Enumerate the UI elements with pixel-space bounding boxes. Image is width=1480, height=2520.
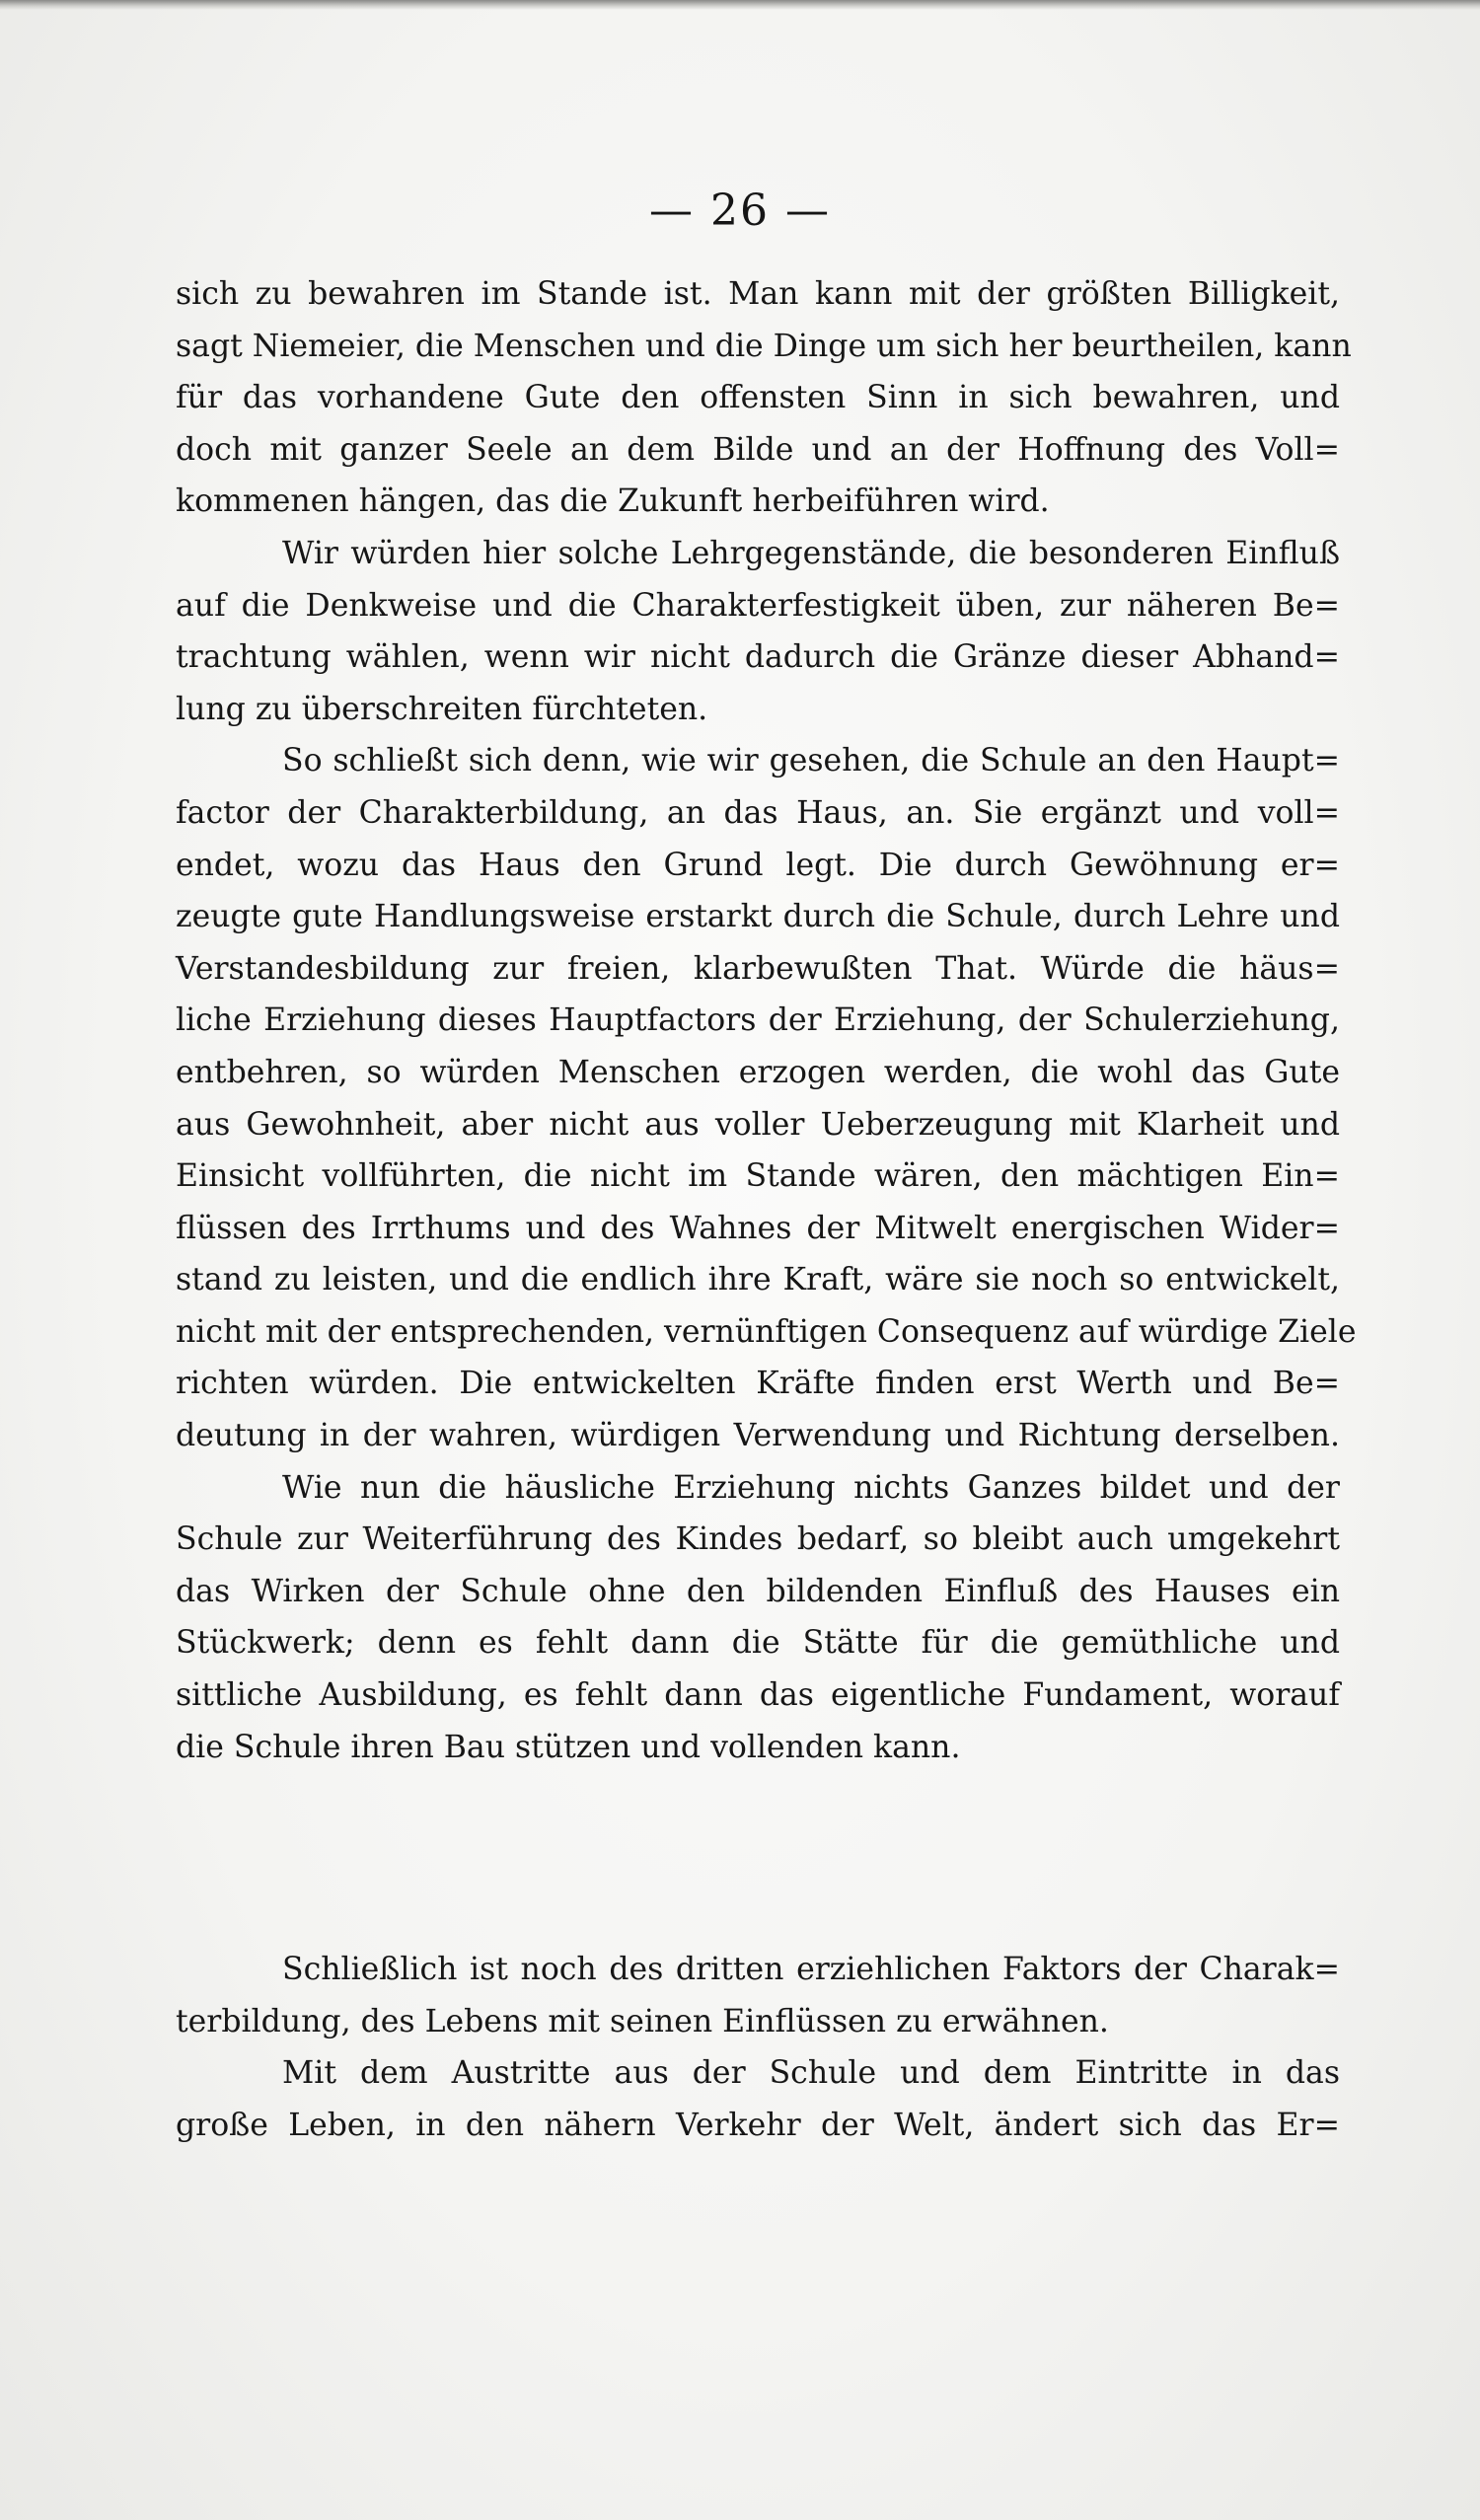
text-line: sittliche Ausbildung, es fehlt dann das eigentliche Fundament, worauf xyxy=(176,1677,1340,1714)
text-line: Schule zur Weiterführung des Kindes bedarf, so bleibt auch umgekehrt xyxy=(176,1521,1340,1558)
text-line: doch mit ganzer Seele an dem Bilde und an der Hoffnung des Voll= xyxy=(176,431,1340,468)
text-line: flüssen des Irrthums und des Wahnes der Mitwelt energischen Wider= xyxy=(176,1210,1340,1246)
text-line: endet, wozu das Haus den Grund legt. Die durch Gewöhnung er= xyxy=(176,847,1340,883)
main-text-block xyxy=(176,268,1357,1773)
text-line: deutung in der wahren, würdigen Verwendung und Richtung derselben. xyxy=(176,1418,1340,1454)
text-line: kommenen hängen, das die Zukunft herbeiführen wird. xyxy=(176,483,1050,520)
text-line: für das vorhandene Gute den offensten Sinn in sich bewahren, und xyxy=(176,380,1340,416)
text-line: das Wirken der Schule ohne den bildenden Einfluß des Hauses ein xyxy=(176,1573,1340,1609)
text-line: lung zu überschreiten fürchteten. xyxy=(176,691,708,727)
second-text-block xyxy=(176,1944,1340,2151)
page-number: — 26 — xyxy=(649,185,831,236)
text-line: So schließt sich denn, wie wir gesehen, die Schule an den Haupt= xyxy=(282,743,1340,779)
text-line: sich zu bewahren im Stande ist. Man kann mit der größten Billigkeit, xyxy=(176,276,1340,312)
text-line: auf die Denkweise und die Charakterfestigkeit üben, zur näheren Be= xyxy=(176,587,1340,624)
text-line: factor der Charakterbildung, an das Haus, an. Sie ergänzt und voll= xyxy=(176,794,1340,831)
text-line: entbehren, so würden Menschen erzogen werden, die wohl das Gute xyxy=(176,1054,1340,1090)
text-line: sagt Niemeier, die Menschen und die Dinge um sich her beurtheilen, kann xyxy=(176,328,1352,364)
page-top-edge xyxy=(0,0,1480,10)
text-line: trachtung wählen, wenn wir nicht dadurch die Gränze dieser Abhand= xyxy=(176,639,1340,676)
text-line: richten würden. Die entwickelten Kräfte finden erst Werth und Be= xyxy=(176,1366,1340,1402)
text-line: nicht mit der entsprechenden, vernünftigen Consequenz auf würdige Ziele xyxy=(176,1313,1357,1350)
text-line: stand zu leisten, und die endlich ihre Kraft, wäre sie noch so entwickelt, xyxy=(176,1262,1340,1298)
text-line: liche Erziehung dieses Hauptfactors der Erziehung, der Schulerziehung, xyxy=(176,1002,1340,1039)
text-line: Einsicht vollführten, die nicht im Stande wären, den mächtigen Ein= xyxy=(176,1158,1340,1195)
text-line: Mit dem Austritte aus der Schule und dem Eintritte in das xyxy=(282,2055,1340,2092)
text-line: terbildung, des Lebens mit seinen Einflüssen zu erwähnen. xyxy=(176,2003,1109,2039)
text-line: große Leben, in den nähern Verkehr der Welt, ändert sich das Er= xyxy=(176,2107,1340,2143)
text-line: die Schule ihren Bau stützen und vollenden kann. xyxy=(176,1729,961,1765)
text-line: aus Gewohnheit, aber nicht aus voller Ueberzeugung mit Klarheit und xyxy=(176,1106,1340,1143)
text-line: zeugte gute Handlungsweise erstarkt durch die Schule, durch Lehre und xyxy=(176,899,1340,935)
text-line: Wie nun die häusliche Erziehung nichts Ganzes bildet und der xyxy=(282,1469,1340,1506)
text-line: Wir würden hier solche Lehrgegenstände, die besonderen Einfluß xyxy=(282,535,1340,571)
text-line: Schließlich ist noch des dritten erziehlichen Faktors der Charak= xyxy=(282,1952,1340,1987)
text-line: Stückwerk; denn es fehlt dann die Stätte für die gemüthliche und xyxy=(176,1625,1340,1662)
text-line: Verstandesbildung zur freien, klarbewußten That. Würde die häus= xyxy=(176,950,1340,987)
